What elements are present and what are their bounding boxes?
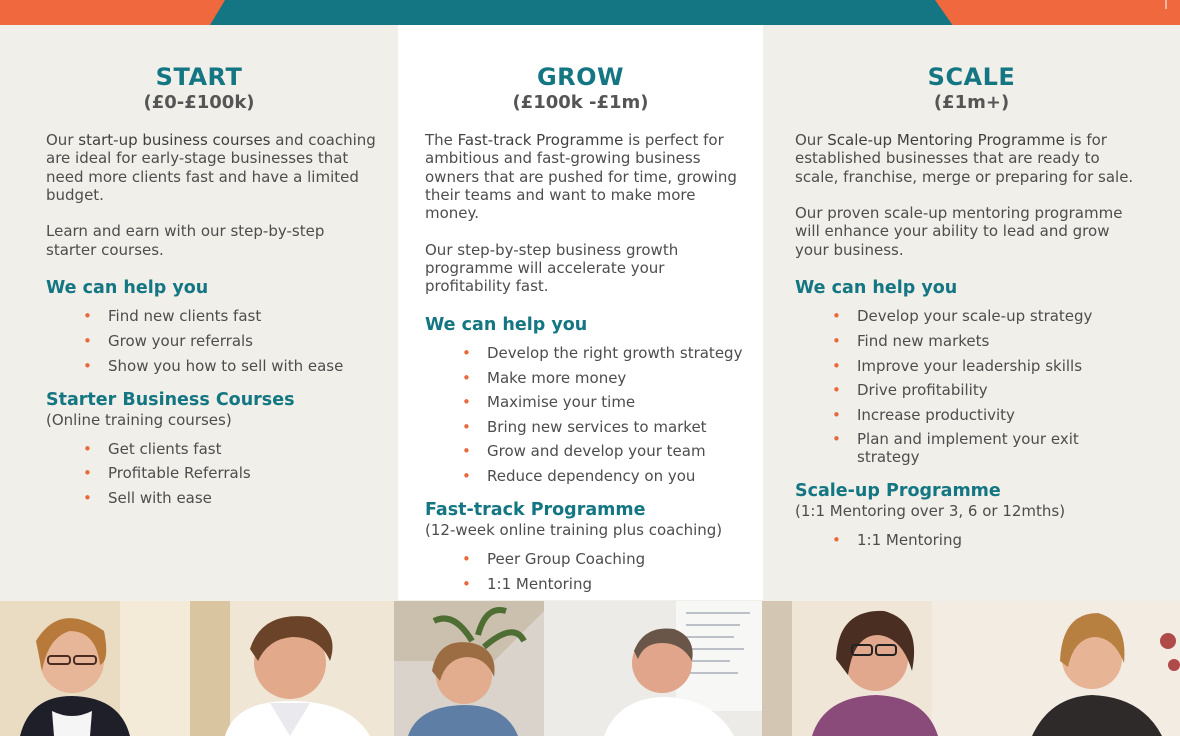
start-help-title: We can help you [46,278,209,299]
grow-intro-strong: Fast-track Programme [457,131,624,149]
list-item: • Improve your leadership skills [857,357,1140,375]
list-item: • Get clients fast [108,440,378,458]
list-item: • Grow and develop your team [487,442,747,460]
scale-intro-strong: Scale-up Mentoring Programme [827,131,1065,149]
list-item: • Sell with ease [108,489,378,507]
grow-intro-2: Our step-by-step business growth programme will accelerate your profitability fast. [425,240,679,296]
grow-help-list [487,344,747,485]
grow-programme-note: (12-week online training plus coaching) [425,520,723,539]
start-photo-illustration [0,601,394,736]
scale-intro-2: Our proven scale-up mentoring programme will enhance your ability to lead and grow your business. [795,204,1123,259]
grow-body [425,131,747,607]
list-item: • Bring new services to market [487,418,747,436]
scale-title: SCALE [927,63,1016,91]
start-column [0,25,398,600]
list-item: • Develop your scale-up strategy [857,307,1140,325]
list-item: • Drive profitability [857,381,1140,399]
photo-strip [0,601,1180,736]
scale-body [795,131,1140,563]
grow-programme-list [487,550,747,593]
start-range: (£0-£100k) [143,92,255,113]
start-programme-list [108,440,378,507]
start-help-list [108,307,378,374]
grow-photo [394,601,762,736]
start-programme-title: Starter Business Courses [46,389,295,410]
start-header [0,63,398,115]
scale-programme-note: (1:1 Mentoring over 3, 6 or 12mths) [795,502,1066,521]
grow-column [398,25,763,600]
list-item: • Maximise your time [487,393,747,411]
list-item: • Grow your referrals [108,332,378,350]
scale-column [763,25,1180,600]
scale-help-list [857,307,1140,466]
list-item: • Increase productivity [857,406,1140,424]
grow-range: (£100k -£1m) [512,92,649,113]
grow-title: GROW [536,63,625,91]
list-item: • Develop the right growth strategy [487,344,747,362]
grow-photo-illustration [394,601,762,736]
list-item: • 1:1 Mentoring [487,575,747,593]
scale-intro: Our Scale-up Mentoring Programme is for established businesses that are ready to scale, franchise, merge or preparing for sale. [795,131,1134,186]
list-item: • Profitable Referrals [108,464,378,482]
start-body [46,131,378,521]
start-programme-note: (Online training courses) [46,410,232,429]
start-intro-strong: start-up business courses [78,131,271,149]
list-item: • Find new clients fast [108,307,378,325]
scale-help-title: We can help you [795,278,958,299]
scale-photo-illustration [762,601,1180,736]
list-item: • Show you how to sell with ease [108,357,378,375]
start-photo [0,601,394,736]
list-item: • 1:1 Mentoring [857,531,1140,549]
list-item: • Find new markets [857,332,1140,350]
grow-help-title: We can help you [425,314,588,335]
scale-header [763,63,1180,115]
start-title: START [155,63,243,91]
list-item: • Make more money [487,369,747,387]
list-item: • Peer Group Coaching [487,550,747,568]
start-intro-2: Learn and earn with our step-by-step starter courses. [46,222,325,259]
scale-photo [762,601,1180,736]
grow-header [398,63,763,115]
scale-programme-list [857,531,1140,549]
grow-intro: The Fast-track Programme is perfect for ambitious and fast-growing business owners that are pushed for time, growing their teams and want to make more money. [425,131,737,223]
start-intro: Our start-up business courses and coaching are ideal for early-stage businesses that need more clients fast and have a limited budget. [46,131,376,204]
scale-range: (£1m+) [933,92,1010,113]
scale-programme-title: Scale-up Programme [795,481,1001,502]
list-item: • Reduce dependency on you [487,467,747,485]
grow-programme-title: Fast-track Programme [425,499,646,520]
list-item: • Plan and implement your exit strategy [857,430,1140,466]
